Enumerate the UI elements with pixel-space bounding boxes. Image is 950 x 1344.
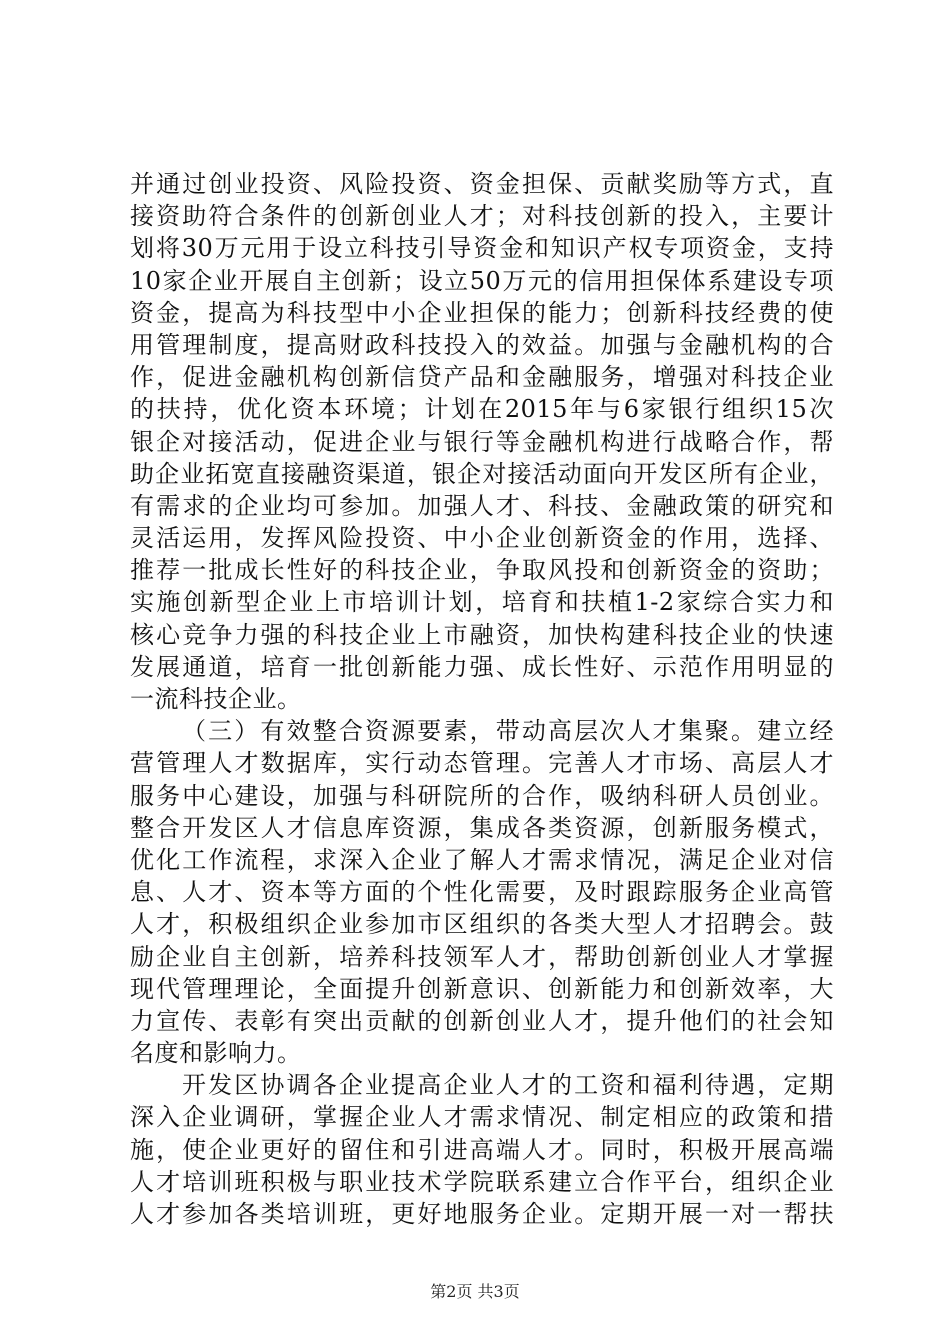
- text-line: 励企业自主创新，培养科技领军人才，帮助创新创业人才掌握: [130, 942, 834, 971]
- text-line: 息、人才、资本等方面的个性化需要，及时跟踪服务企业高管: [130, 878, 834, 907]
- text-line: 优化工作流程，求深入企业了解人才需求情况，满足企业对信: [130, 845, 834, 874]
- text-line: 人才，积极组织企业参加市区组织的各类大型人才招聘会。鼓: [130, 910, 834, 939]
- text-line: 接资助符合条件的创新创业人才；对科技创新的投入，主要计: [130, 202, 834, 231]
- text-line: 发展通道，培育一批创新能力强、成长性好、示范作用明显的: [130, 652, 834, 681]
- text-line: 人才参加各类培训班，更好地服务企业。定期开展一对一帮扶: [130, 1200, 834, 1228]
- text-line: 10家企业开展自主创新；设立50万元的信用担保体系建设专项: [130, 266, 834, 295]
- text-line: 一流科技企业。: [130, 685, 302, 713]
- text-line: 服务中心建设，加强与科研院所的合作，吸纳科研人员创业。: [130, 781, 834, 810]
- text-line: 用管理制度，提高财政科技投入的效益。加强与金融机构的合: [130, 330, 834, 359]
- text-line: 推荐一批成长性好的科技企业，争取风投和创新资金的资助；: [130, 556, 834, 585]
- text-line: 现代管理理论，全面提升创新意识、创新能力和创新效率，大: [130, 974, 834, 1003]
- body-text: [130, 168, 834, 1230]
- text-line: 深入企业调研，掌握企业人才需求情况、制定相应的政策和措: [130, 1103, 834, 1132]
- text-line: 银企对接活动，促进企业与银行等金融机构进行战略合作，帮: [130, 427, 834, 456]
- text-line: 助企业拓宽直接融资渠道，银企对接活动面向开发区所有企业，: [130, 459, 834, 488]
- text-line: 力宣传、表彰有突出贡献的创新创业人才，提升他们的社会知: [130, 1006, 834, 1035]
- text-line: 灵活运用，发挥风险投资、中小企业创新资金的作用，选择、: [130, 524, 834, 553]
- text-line: 施，使企业更好的留住和引进高端人才。同时，积极开展高端: [130, 1135, 834, 1164]
- text-line: 实施创新型企业上市培训计划，培育和扶植1-2家综合实力和: [130, 588, 834, 617]
- paragraph-first-line: 开发区协调各企业提高企业人才的工资和福利待遇，定期: [182, 1071, 834, 1100]
- text-line: 有需求的企业均可参加。加强人才、科技、金融政策的研究和: [130, 491, 834, 520]
- page-footer: 第2页 共3页: [430, 1282, 520, 1301]
- text-line: 整合开发区人才信息库资源，集成各类资源，创新服务模式，: [130, 813, 834, 842]
- text-line: 核心竞争力强的科技企业上市融资，加快构建科技企业的快速: [130, 620, 834, 649]
- text-line: 资金，提高为科技型中小企业担保的能力；创新科技经费的使: [130, 298, 834, 327]
- text-line: 并通过创业投资、风险投资、资金担保、贡献奖励等方式，直: [130, 170, 834, 198]
- text-line: 作，促进金融机构创新信贷产品和金融服务，增强对科技企业: [130, 363, 834, 392]
- section-heading-line: （三）有效整合资源要素，带动高层次人才集聚。建立经: [182, 717, 834, 746]
- text-line: 名度和影响力。: [130, 1039, 302, 1068]
- text-line: 的扶持，优化资本环境；计划在2015年与6家银行组织15次: [130, 395, 834, 424]
- text-line: 划将30万元用于设立科技引导资金和知识产权专项资金，支持: [130, 234, 834, 263]
- text-line: 人才培训班积极与职业技术学院联系建立合作平台，组织企业: [130, 1167, 834, 1196]
- text-line: 营管理人才数据库，实行动态管理。完善人才市场、高层人才: [130, 749, 834, 778]
